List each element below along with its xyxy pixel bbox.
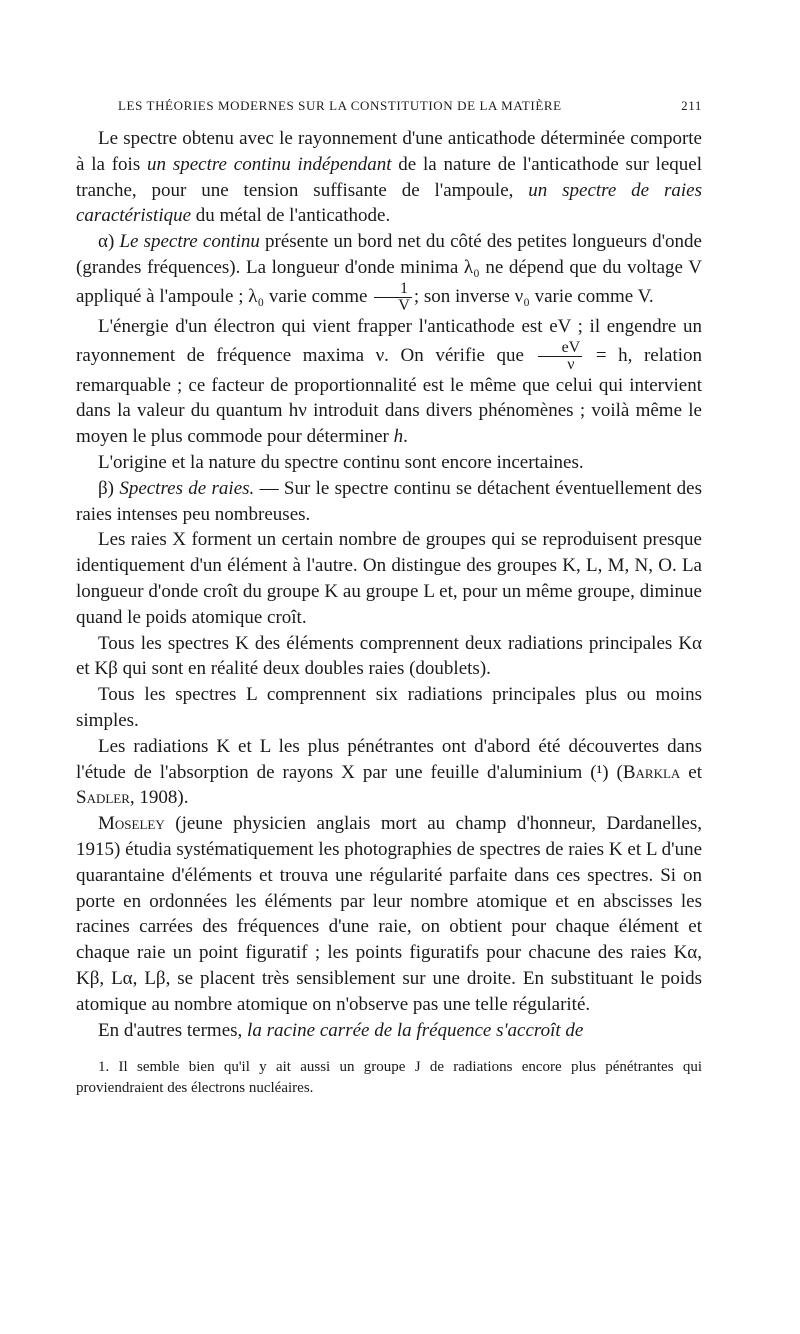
body-text <box>76 126 702 1043</box>
paragraph-moseley: Moseley (jeune physicien anglais mort au champ d'honneur, Dardanelles, 1915) étudia systématiquement les photographies de spectres de raies K et L d'une quarantaine d'éléments et trouva une régularité parfaite dans ces spectres. Si on porte en ordonnées les éléments par leur nombre atomique et en abscisses les racines carrées des fréquences d'une raie, on obtient pour chaque élément et chaque raie un point figuratif ; les points figuratifs pour chacune des raies Kα, Kβ, Lα, Lβ, se placent très sensiblement sur une droite. En substituant le poids atomique au nombre atomique on n'observe pas une telle régularité. <box>76 813 702 1015</box>
paragraph-spectre-continu: α) Le spectre continu présente un bord net du côté des petites longueurs d'onde (grandes fréquences). La longueur d'onde minima λ₀ ne dépend que du voltage V appliqué à l'ampoule ; λ₀ varie comme $\frac{1}{V}$ ; son inverse ν₀ varie comme V. <box>76 231 702 314</box>
paragraph-spectre-obtenu: Le spectre obtenu avec le rayonnement d'une anticathode déterminée comporte à la fois un spectre continu indépendant de la nature de l'anticathode sur lequel tranche, pour une tension suffisante de l'ampoule, un spectre de raies caractéristique du métal de l'anticathode. <box>76 128 702 227</box>
paragraph-spectres-de-raies: β) Spectres de raies. — Sur le spectre continu se détachent éventuellement des raies intenses peu nombreuses. <box>76 477 702 525</box>
footnote <box>76 1057 702 1099</box>
paragraph-raies-x: Les raies X forment un certain nombre de groupes qui se reproduisent presque identiquement d'un élément à l'autre. On distingue des groupes K, L, M, N, O. La longueur d'onde croît du groupe K au groupe L et, pour un même groupe, diminue quand le poids atomique croît. <box>76 529 702 628</box>
fraction-ev-over-nu: $\frac{eV}{\nu}$ <box>538 340 583 373</box>
running-title: LES THÉORIES MODERNES SUR LA CONSTITUTION DE LA MATIÈRE <box>118 98 562 113</box>
fraction-one-over-v: $\frac{1}{V}$ <box>374 281 412 314</box>
paragraph-radiations-penetrantes: Les radiations K et L les plus pénétrantes ont d'abord été découvertes dans l'étude de l'absorption de rayons X par une feuille d'aluminium (¹) (Barkla et Sadler, 1908). <box>76 735 702 809</box>
paragraph-spectres-l: Tous les spectres L comprennent six radiations principales plus ou moins simples. <box>76 684 702 731</box>
footnote-separator <box>76 1043 702 1057</box>
footnote-text: 1. Il semble bien qu'il y ait aussi un groupe J de radiations encore plus pénétrantes qui proviendraient des électrons nucléaires. <box>76 1059 702 1097</box>
running-header <box>76 98 702 114</box>
paragraph-origine: L'origine et la nature du spectre continu sont encore incertaines. <box>98 451 584 473</box>
paragraph-spectres-k: Tous les spectres K des éléments comprennent deux radiations principales Kα et Kβ qui sont en réalité deux doubles raies (doublets). <box>76 632 702 680</box>
page-number: 211 <box>681 98 702 113</box>
paragraph-energie-electron: L'énergie d'un électron qui vient frapper l'anticathode est eV ; il engendre un rayonnement de fréquence maxima ν. On vérifie que $\frac{eV}{\nu}$ = h, relation remarquable ; ce facteur de proportionnalité est le même que celui qui intervient dans la valeur du quantum hν introduit dans divers phénomènes ; voilà même le moyen le plus commode pour déterminer h. <box>76 315 703 448</box>
paragraph-en-d-autres-termes: En d'autres termes, la racine carrée de la fréquence s'accroît de <box>98 1019 584 1041</box>
book-page <box>76 98 702 1099</box>
